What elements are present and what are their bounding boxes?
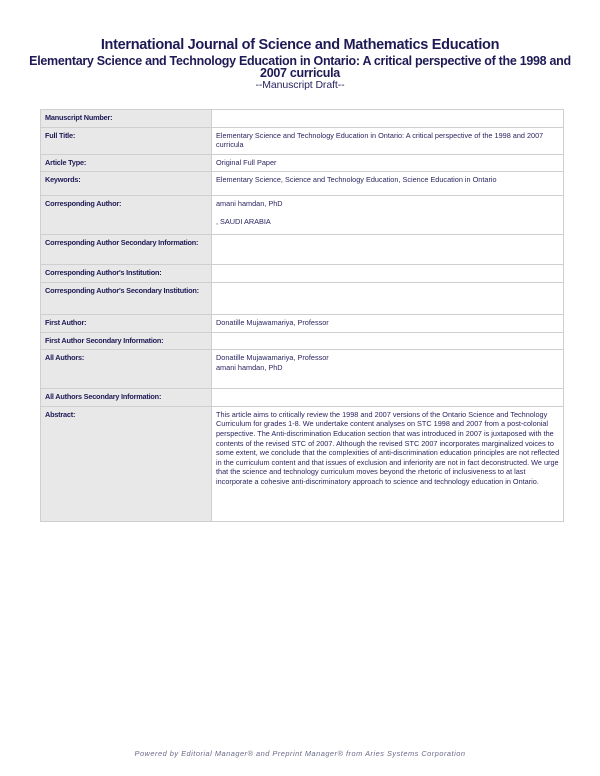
draft-label: --Manuscript Draft-- [255, 79, 345, 91]
table-row [41, 265, 564, 283]
footer-credit: Powered by Editorial Manager® and Preprint Manager® from Aries Systems Corporation [134, 749, 466, 758]
field-value-line: Original Full Paper [216, 157, 277, 167]
table-row [41, 172, 564, 196]
field-label: Keywords: [41, 172, 212, 196]
table-row [41, 110, 564, 128]
field-label: Manuscript Number: [41, 110, 212, 128]
field-value [212, 235, 564, 265]
field-value-line: Donatille Mujawamariya, Professor [216, 317, 329, 327]
table-row [41, 154, 564, 172]
table-row [41, 406, 564, 521]
field-value [212, 172, 564, 196]
field-label: Corresponding Author: [41, 196, 212, 235]
field-value [212, 282, 564, 314]
field-value-line [216, 209, 560, 217]
field-value-line: This article aims to critically review the 1998 and 2007 versions of the Ontario Science and Technology Curriculum for grades 1-8. We undertake content analyses on STC 1998 and 2007 from a post-colonial perspective. The Anti-discrimination Education section that was introduced in 2007 is juxtaposed with the contents of the revised STC of 2007. Although the revised STC 2007 incorporates marginalized voices to some extent, we conclude that the complexities of anti-discrimination education principles are not reflected in the curriculum content and that issues of exclusion and inferiority are not in fact deconstructed. We urge that the science and technology curriculum moves beyond the rhetoric of inclusiveness to at last incorporate a cohesive anti-discriminatory approach to science and technology education in Ontario. [216, 409, 560, 486]
field-value-line: Elementary Science, Science and Technology Education, Science Education in Ontario [216, 175, 497, 185]
table-row [41, 282, 564, 314]
field-label: All Authors: [41, 350, 212, 389]
field-label: Corresponding Author Secondary Information: [41, 235, 212, 265]
table-row [41, 389, 564, 407]
journal-name: International Journal of Science and Mathematics Education [100, 37, 500, 53]
table-row [41, 314, 564, 332]
field-value [212, 196, 564, 235]
field-value [212, 350, 564, 389]
field-label: Corresponding Author's Institution: [41, 265, 212, 283]
document-header [0, 37, 600, 91]
field-label: Abstract: [41, 406, 212, 521]
field-label: Full Title: [41, 127, 212, 154]
field-value [212, 265, 564, 283]
table-row [41, 350, 564, 389]
field-value-line: amani hamdan, PhD [216, 362, 283, 372]
field-label: First Author: [41, 314, 212, 332]
field-value [212, 406, 564, 521]
table-row [41, 235, 564, 265]
table-row [41, 127, 564, 154]
field-label: Corresponding Author's Secondary Institution: [41, 282, 212, 314]
field-value [212, 332, 564, 350]
field-value [212, 110, 564, 128]
manuscript-title: Elementary Science and Technology Education in Ontario: A critical perspective of the 1998 and 2007 curricula [29, 54, 571, 80]
field-value [212, 389, 564, 407]
field-value-line: Elementary Science and Technology Education in Ontario: A critical perspective of the 1998 and 2007 curricula [216, 130, 544, 150]
field-value [212, 154, 564, 172]
field-value-line: , SAUDI ARABIA [216, 216, 271, 226]
manuscript-info-table [40, 109, 564, 522]
field-value [212, 314, 564, 332]
field-value [212, 127, 564, 154]
table-row [41, 196, 564, 235]
field-label: Article Type: [41, 154, 212, 172]
table-row [41, 332, 564, 350]
field-value-line: amani hamdan, PhD [216, 199, 283, 209]
field-label: First Author Secondary Information: [41, 332, 212, 350]
field-value-line: Donatille Mujawamariya, Professor [216, 353, 329, 363]
field-label: All Authors Secondary Information: [41, 389, 212, 407]
